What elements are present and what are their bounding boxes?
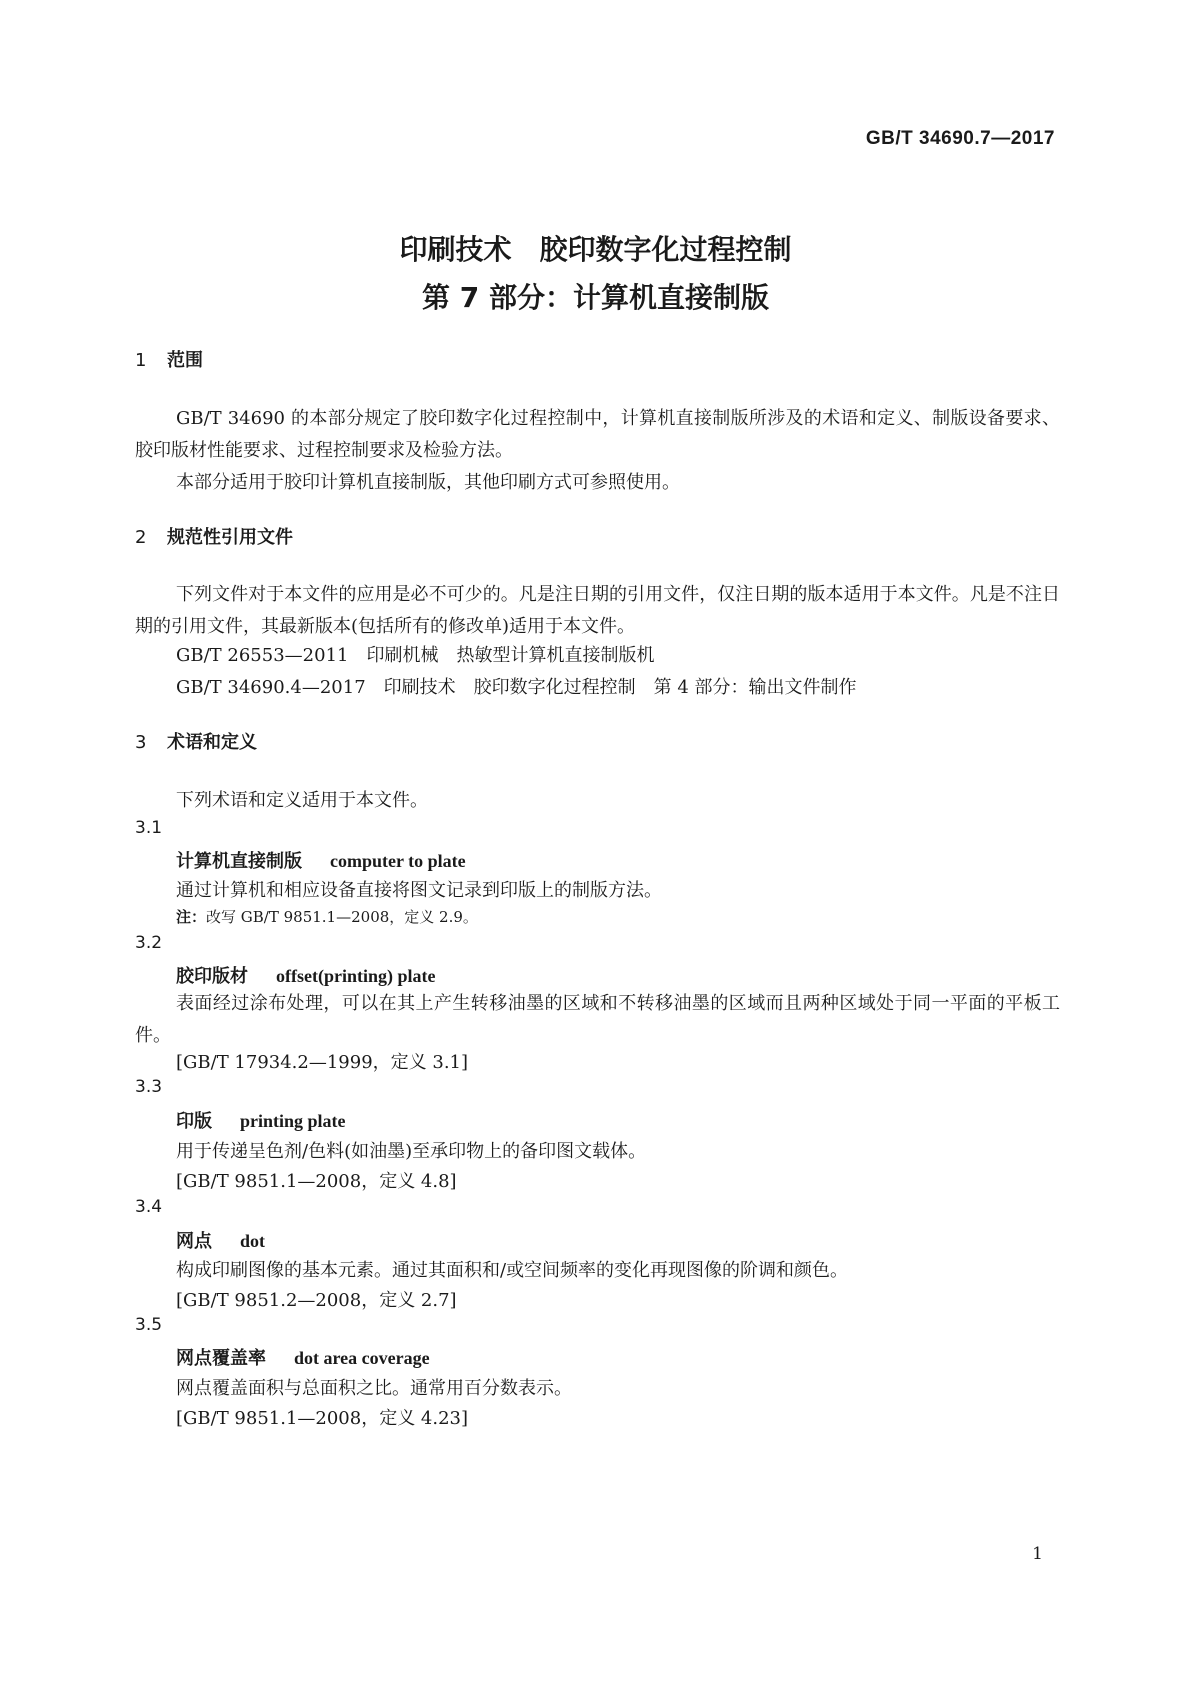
term-number: 3.3 [135,1077,163,1097]
section-3-intro: 下列术语和定义适用于本文件。 [176,790,428,811]
term-entry [176,1344,430,1370]
document-title [0,226,1191,322]
term-source: [GB/T 9851.1—2008，定义 4.23] [176,1408,469,1429]
standard-code: GB/T 34690.7—2017 [865,128,1055,149]
term-number: 3.2 [135,933,163,953]
section-1-heading [135,346,203,372]
normative-reference-1: GB/T 26553—2011 印刷机械 热敏型计算机直接制版机 [176,645,655,666]
term-entry [176,1107,346,1133]
title-line-2: 第 7 部分：计算机直接制版 [422,281,769,314]
normative-reference-2: GB/T 34690.4—2017 印刷技术 胶印数字化过程控制 第 4 部分：输出文件制作 [176,677,857,698]
term-definition: 网点覆盖面积与总面积之比。通常用百分数表示。 [176,1378,572,1399]
section-title: 范围 [167,350,203,371]
section-2-paragraph: 下列文件对于本文件的应用是必不可少的。凡是注日期的引用文件，仅注日期的版本适用于本文件。凡是不注日期的引用文件，其最新版本(包括所有的修改单)适用于本文件。 [135,584,1060,637]
note-text: 改写 GB/T 9851.1—2008，定义 2.9。 [206,908,478,926]
title-line-1: 印刷技术 胶印数字化过程控制 [399,233,792,266]
term-definition: 通过计算机和相应设备直接将图文记录到印版上的制版方法。 [176,880,662,901]
section-title: 术语和定义 [167,732,257,753]
term-entry [176,1227,265,1253]
term-number: 3.4 [135,1197,163,1217]
section-1-paragraph-1: GB/T 34690 的本部分规定了胶印数字化过程控制中，计算机直接制版所涉及的术语和定义、制版设备要求、胶印版材性能要求、过程控制要求及检验方法。 [135,408,1060,461]
section-3-heading [135,728,257,754]
term-entry [176,847,466,873]
term-source: [GB/T 17934.2—1999，定义 3.1] [176,1052,469,1073]
term-english: dot [240,1231,266,1251]
section-1-paragraph-2: 本部分适用于胶印计算机直接制版，其他印刷方式可参照使用。 [176,472,680,493]
section-number: 1 [135,350,147,371]
term-chinese: 网点 [176,1231,212,1252]
term-english: offset(printing) plate [276,966,436,986]
term-chinese: 胶印版材 [176,966,248,987]
term-entry [176,962,435,988]
section-title: 规范性引用文件 [167,527,293,548]
page-number: 1 [1032,1544,1043,1564]
note-label: 注： [176,908,207,926]
term-definition: 用于传递呈色剂/色料(如油墨)至承印物上的备印图文载体。 [176,1141,647,1162]
term-english: printing plate [240,1111,346,1131]
term-source: [GB/T 9851.2—2008，定义 2.7] [176,1290,457,1311]
term-source: [GB/T 9851.1—2008，定义 4.8] [176,1171,457,1192]
section-number: 2 [135,527,147,548]
term-definition: 表面经过涂布处理，可以在其上产生转移油墨的区域和不转移油墨的区域而且两种区域处于同一平面的平板工件。 [135,993,1060,1046]
term-definition: 构成印刷图像的基本元素。通过其面积和/或空间频率的变化再现图像的阶调和颜色。 [176,1260,849,1281]
term-english: dot area coverage [294,1348,430,1368]
term-note [176,906,478,927]
section-number: 3 [135,732,147,753]
term-chinese: 网点覆盖率 [176,1348,266,1369]
term-number: 3.5 [135,1315,163,1335]
term-chinese: 计算机直接制版 [176,851,302,872]
term-chinese: 印版 [176,1111,212,1132]
term-number: 3.1 [135,818,163,838]
term-english: computer to plate [330,851,466,871]
section-2-heading [135,523,293,549]
